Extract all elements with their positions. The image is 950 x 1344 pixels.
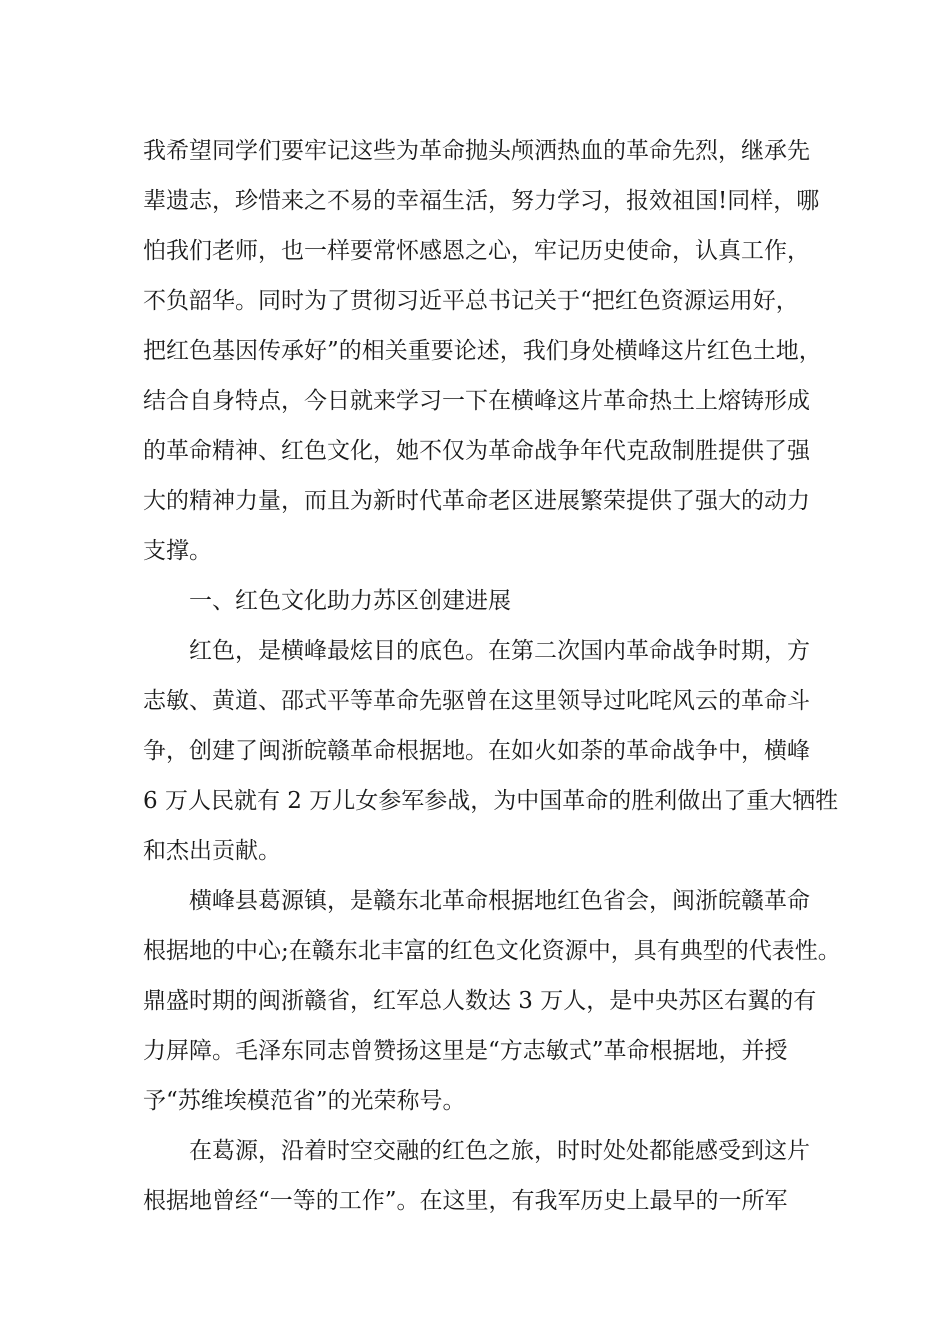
text-line: 根据地的中心;在赣东北丰富的红色文化资源中，具有典型的代表性。 xyxy=(143,938,841,964)
text-line: 不负韶华。同时为了贯彻习近平总书记关于“把红色资源运用好， xyxy=(143,288,799,314)
text-line: 横峰县葛源镇，是赣东北革命根据地红色省会，闽浙皖赣革命 xyxy=(189,888,810,914)
text-line: 结合自身特点，今日就来学习一下在横峰这片革命热土上熔铸形成 xyxy=(143,388,810,414)
section-heading: 一、红色文化助力苏区创建进展 xyxy=(189,588,511,614)
text-line: 的革命精神、红色文化，她不仅为革命战争年代克敌制胜提供了强 xyxy=(143,438,810,464)
text-line: 怕我们老师，也一样要常怀感恩之心，牢记历史使命，认真工作， xyxy=(143,238,810,264)
text-line: 根据地曾经“一等的工作”。在这里，有我军历史上最早的一所军 xyxy=(143,1188,788,1214)
text-line: 鼎盛时期的闽浙赣省，红军总人数达 3 万人，是中央苏区右翼的有 xyxy=(143,988,817,1014)
text-line: 在葛源，沿着时空交融的红色之旅，时时处处都能感受到这片 xyxy=(189,1138,810,1164)
text-line: 大的精神力量，而且为新时代革命老区进展繁荣提供了强大的动力 xyxy=(143,488,810,514)
text-line: 力屏障。毛泽东同志曾赞扬这里是“方志敏式”革命根据地，并授 xyxy=(143,1038,788,1064)
text-line: 支撑。 xyxy=(143,538,212,564)
text-line: 志敏、黄道、邵式平等革命先驱曾在这里领导过叱咤风云的革命斗 xyxy=(143,688,810,714)
text-line: 红色，是横峰最炫目的底色。在第二次国内革命战争时期，方 xyxy=(189,638,810,664)
text-line: 把红色基因传承好”的相关重要论述，我们身处横峰这片红色土地， xyxy=(143,338,822,364)
text-line: 和杰出贡献。 xyxy=(143,838,281,864)
text-line: 争，创建了闽浙皖赣革命根据地。在如火如荼的革命战争中，横峰 xyxy=(143,738,810,764)
text-line: 我希望同学们要牢记这些为革命抛头颅洒热血的革命先烈，继承先 xyxy=(143,138,810,164)
text-line: 6 万人民就有 2 万儿女参军参战，为中国革命的胜利做出了重大牺牲 xyxy=(143,788,839,814)
text-line: 予“苏维埃模范省”的光荣称号。 xyxy=(143,1088,466,1114)
text-line: 辈遗志，珍惜来之不易的幸福生活，努力学习，报效祖国!同样，哪 xyxy=(143,188,820,214)
